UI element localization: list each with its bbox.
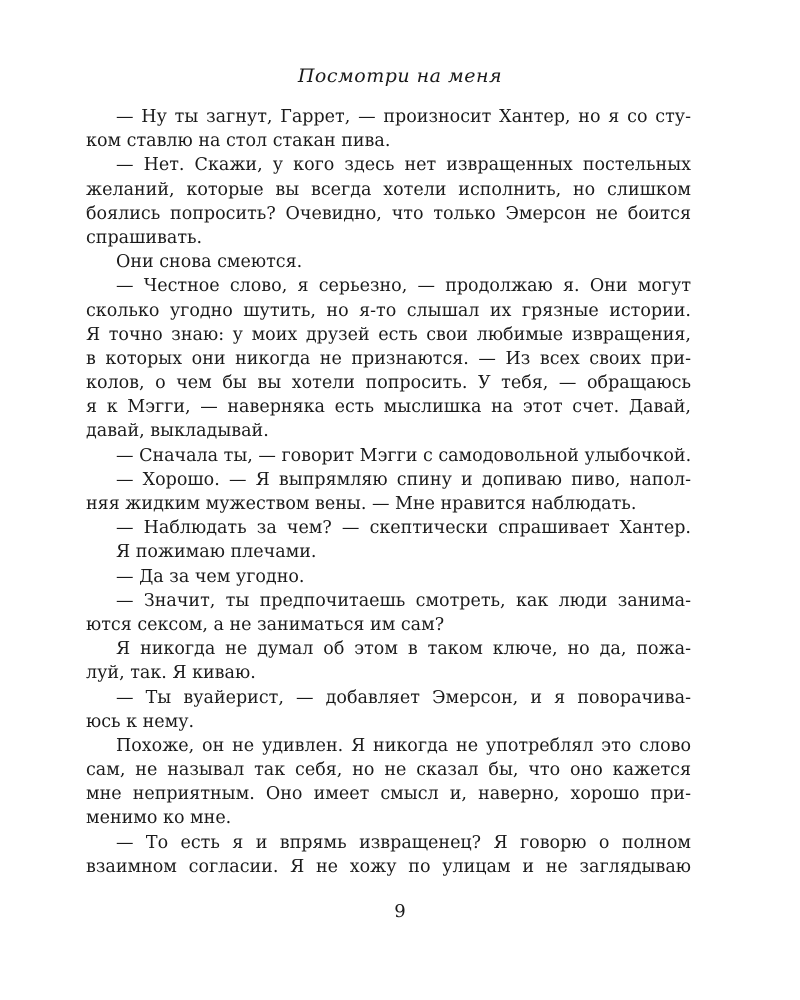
text-line: — Ну ты загнут, Гаррет, — произносит Хантер, но я со сту- — [116, 107, 691, 127]
text-line: взаимном согласии. Я не хожу по улицам и не заглядываю — [86, 856, 691, 877]
text-line: мне неприятным. Оно имеет смысл и, наверно, хорошо при- — [86, 784, 691, 805]
text-line: колов, о чем бы вы хотели попросить. У тебя, — обращаюсь — [86, 373, 691, 394]
text-line: менимо ко мне. — [86, 808, 232, 829]
text-line: боялись попросить? Очевидно, что только Эмерсон не боится — [86, 203, 691, 224]
text-line: сам, не называл так себя, но не сказал бы, что оно кажется — [86, 760, 691, 781]
text-line: Похоже, он не удивлен. Я никогда не употреблял это слово — [116, 735, 691, 756]
text-line: давай, выкладывай. — [86, 421, 269, 442]
text-line: — Ты вуайерист, — добавляет Эмерсон, и я поворачива- — [116, 687, 691, 708]
page-number: 9 — [394, 901, 406, 922]
text-line: я к Мэгги, — наверняка есть мыслишка на этот счет. Давай, — [86, 397, 691, 418]
text-line: Я никогда не думал об этом в таком ключе, но да, пожа- — [116, 639, 691, 660]
text-line: луй, так. Я киваю. — [86, 663, 256, 684]
text-line: спрашивать. — [86, 227, 203, 248]
text-line: ком ставлю на стол стакан пива. — [86, 131, 391, 152]
text-line: юсь к нему. — [86, 711, 195, 732]
text-line: в которых они никогда не признаются. — Из всех своих при- — [86, 348, 691, 369]
text-line: — Нет. Скажи, у кого здесь нет извращенных постельных — [116, 155, 691, 176]
body-text — [86, 105, 691, 879]
text-line: — То есть я и впрямь извращенец? Я говорю о полном — [116, 832, 691, 853]
text-line: Я пожимаю плечами. — [116, 542, 317, 563]
text-line: — Значит, ты предпочитаешь смотреть, как люди занима- — [116, 590, 691, 611]
text-line: Они снова смеются. — [116, 252, 303, 273]
text-line: — Наблюдать за чем? — скептически спрашивает Хантер. — [116, 518, 691, 539]
text-line: няя жидким мужеством вены. — Мне нравится наблюдать. — [86, 494, 637, 514]
text-line: — Честное слово, я серьезно, — продолжаю я. Они могут — [116, 276, 691, 297]
running-head: Посмотри на меня — [297, 65, 503, 87]
text-line: — Сначала ты, — говорит Мэгги с самодовольной улыбочкой. — [116, 445, 691, 466]
text-line: Я точно знаю: у моих друзей есть свои любимые извращения, — [86, 324, 691, 345]
text-line: сколько угодно шутить, но я-то слышал их грязные истории. — [86, 300, 691, 321]
text-line: — Хорошо. — Я выпрямляю спину и допиваю пиво, напол- — [116, 469, 691, 490]
text-line: ются сексом, а не заниматься им сам? — [86, 614, 445, 635]
text-line: желаний, которые вы всегда хотели исполнить, но слишком — [86, 179, 691, 200]
text-line: — Да за чем угодно. — [116, 566, 305, 587]
